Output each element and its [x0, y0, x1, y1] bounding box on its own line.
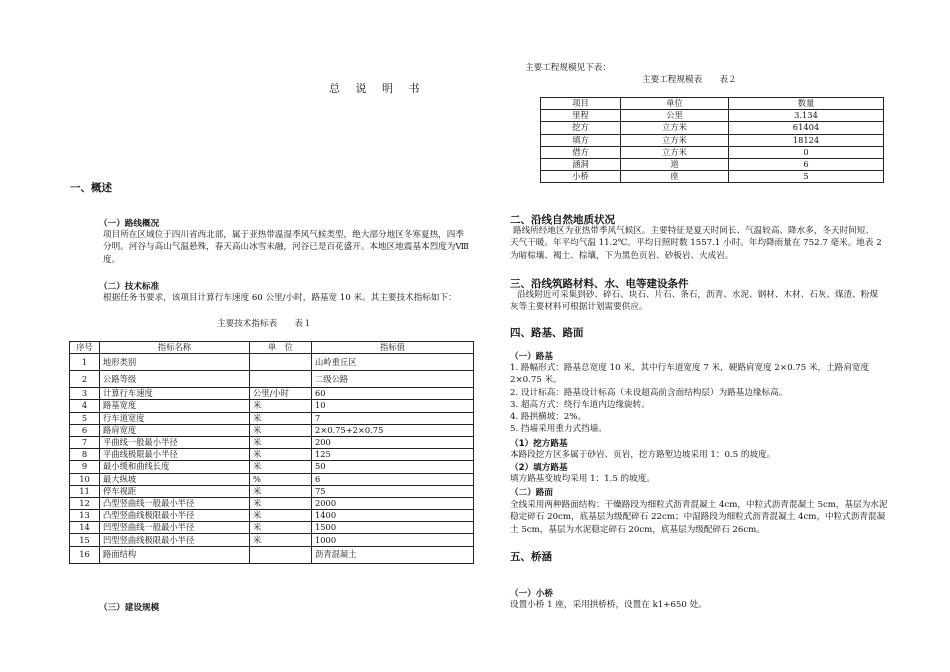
- subsection-heading-standards: （二）技术标准: [99, 282, 160, 292]
- table2-cell: 里程: [541, 110, 621, 122]
- table2-caption: 主要工程规模表 表２: [642, 75, 737, 85]
- table-row: [70, 497, 474, 509]
- table1-cell: 50: [312, 461, 474, 473]
- table1-cell: 14: [70, 522, 100, 534]
- materials-text: 沿线附近可采集到砂、碎石、块石、片石、条石，沥青、水泥、钢材、木材、石灰、煤渣、粉煤灰等主要材料可根据计划需要供应。: [510, 290, 878, 313]
- table-row: [541, 171, 884, 183]
- subsection-heading-route: （一）路线概况: [99, 219, 160, 229]
- table1-cell: 计算行车速度: [100, 388, 250, 400]
- pavement-text: 全线采用两种路面结构：干燥路段为细粒式沥青混凝土 4cm，中粒式沥青混凝土 5cm，基层为水泥稳定碎石 20cm，底基层为级配碎石 22cm；中湿路段为细粒式沥青混凝土 4cm，中粒式沥青混凝土 5cm，基层为水泥稳定碎石 20cm，底基层为级配碎石 26cm。: [510, 500, 888, 535]
- table-row: [541, 158, 884, 170]
- table1-cell: 13: [70, 510, 100, 522]
- table1-cell: 75: [312, 485, 474, 497]
- table1-cell: 9: [70, 461, 100, 473]
- table1-cell: 最大纵坡: [100, 473, 250, 485]
- section-heading-geology: 二、沿线自然地质状况: [510, 214, 615, 226]
- table1-cell: 二级公路: [312, 371, 474, 388]
- table2-header-cell: 单位: [621, 98, 729, 110]
- table1-caption: 主要技术指标表 表１: [217, 319, 312, 329]
- subgrade-list: [510, 362, 888, 436]
- page-title: 总 说 明 书: [329, 82, 426, 95]
- table2-cell: 立方米: [621, 134, 729, 146]
- table-row: [70, 461, 474, 473]
- table2-cell: 道: [621, 158, 729, 170]
- table1-header-cell: 指标名称: [100, 342, 250, 354]
- table1-header-cell: 序号: [70, 342, 100, 354]
- table2-cell: 立方米: [621, 146, 729, 158]
- table2-cell: 5: [729, 171, 884, 183]
- table-row: [541, 122, 884, 134]
- subsection-heading-cut-subgrade: （1）挖方路基: [510, 439, 568, 449]
- table1-cell: 11: [70, 485, 100, 497]
- table1-cell: 6: [312, 473, 474, 485]
- table2-cell: 公里: [621, 110, 729, 122]
- table1-cell: 3: [70, 388, 100, 400]
- table-row: [541, 110, 884, 122]
- table1-cell: 路肩宽度: [100, 424, 250, 436]
- table-row: [70, 546, 474, 563]
- table-row: [70, 449, 474, 461]
- table1-cell: 平曲线一般最小半径: [100, 436, 250, 448]
- table-row: [541, 134, 884, 146]
- cut-subgrade-text: 本路段挖方区多属于砂岩、页岩，挖方路堑边坡采用 1：0.5 的坡度。: [510, 450, 776, 460]
- table-row: [541, 146, 884, 158]
- table1-cell: 米: [250, 522, 312, 534]
- table2-cell: 0: [729, 146, 884, 158]
- table-row: [70, 388, 474, 400]
- table-row: [70, 354, 474, 371]
- subsection-heading-subgrade: （一）路基: [510, 352, 553, 362]
- section-heading-materials: 三、沿线筑路材料、水、电等建设条件: [510, 278, 689, 290]
- table2-cell: 61404: [729, 122, 884, 134]
- table1-cell: 凹型竖曲线极限最小半径: [100, 534, 250, 546]
- table1-cell: 山岭重丘区: [312, 354, 474, 371]
- table1-cell: 7: [70, 436, 100, 448]
- section-heading-overview: 一、概述: [70, 182, 112, 194]
- table1-cell: 平曲线极限最小半径: [100, 449, 250, 461]
- table-row: [70, 436, 474, 448]
- geology-text: 路线所经地区为亚热带季风气候区。主要特征是夏天时间长、气温较高、降水多，冬天时间短、 天气干暖。年平均气温 11.2℃。平均日照时数 1557.1 小时。年均降雨量在 752.7 毫米。地表 2 为暗棕壤、褐土、棕壤，下为黑色页岩、砂板岩、火成岩。: [510, 226, 882, 261]
- table-row: [70, 485, 474, 497]
- table1-cell: 16: [70, 546, 100, 563]
- table1-cell: 1000: [312, 534, 474, 546]
- table1-cell: 2×0.75+2×0.75: [312, 424, 474, 436]
- table1-cell: 沥青混凝土: [312, 546, 474, 563]
- list-item: 4. 路拱横坡：2%。: [510, 412, 587, 423]
- table-row: [70, 412, 474, 424]
- table1-cell: 路基宽度: [100, 400, 250, 412]
- table1-cell: 2: [70, 371, 100, 388]
- table1-cell: 米: [250, 461, 312, 473]
- fill-subgrade-text: 填方路基变坡均采用 1：1.5 的坡度。: [510, 474, 655, 484]
- list-item: 5. 挡墙采用重力式挡墙。: [510, 424, 607, 435]
- table2-cell: 填方: [541, 134, 621, 146]
- table2-cell: 座: [621, 171, 729, 183]
- table2-cell: 涵洞: [541, 158, 621, 170]
- table2-cell: 借方: [541, 146, 621, 158]
- table1-cell: 4: [70, 400, 100, 412]
- table-row: [70, 424, 474, 436]
- standards-text: 根据任务书要求，该项目计算行车速度 60 公里/小时，路基宽 10 米。其主要技术指标如下：: [103, 293, 457, 303]
- table2-cell: 立方米: [621, 122, 729, 134]
- table1-cell: 5: [70, 412, 100, 424]
- scale-intro-text: 主要工程规模见下表：: [525, 63, 611, 73]
- table1-cell: [250, 546, 312, 563]
- table1-cell: 1: [70, 354, 100, 371]
- table1-cell: [250, 354, 312, 371]
- table1-cell: 米: [250, 510, 312, 522]
- table1-cell: 路面结构: [100, 546, 250, 563]
- subsection-heading-fill-subgrade: （2）填方路基: [510, 463, 568, 473]
- table1-cell: 7: [312, 412, 474, 424]
- table1-cell: 15: [70, 534, 100, 546]
- table1-cell: %: [250, 473, 312, 485]
- list-item: 2. 设计标高：路基设计标高（未设超高前含面结构层）为路基边缘标高。: [510, 387, 788, 398]
- table1-cell: 凸型竖曲线一般最小半径: [100, 497, 250, 509]
- table1-cell: 最小缓和曲线长度: [100, 461, 250, 473]
- table1-cell: 米: [250, 449, 312, 461]
- table1-cell: 凹型竖曲线一般最小半径: [100, 522, 250, 534]
- table-header-row: [541, 98, 884, 110]
- table1-cell: 米: [250, 400, 312, 412]
- table1-cell: 6: [70, 424, 100, 436]
- table1-cell: 米: [250, 497, 312, 509]
- table1-cell: 米: [250, 412, 312, 424]
- table2-cell: 小桥: [541, 171, 621, 183]
- subsection-heading-pavement: （二）路面: [510, 488, 553, 498]
- table1-cell: 米: [250, 485, 312, 497]
- list-item: 1. 路幅形式：路基总宽度 10 米，其中行车道宽度 7 米，硬路肩宽度 2×0.75 米，土路肩宽度 2×0.75 米。: [510, 363, 870, 386]
- table-row: [70, 510, 474, 522]
- small-bridge-text: 设置小桥 1 座，采用拱桥桥，设置在 k1+650 处。: [510, 600, 707, 610]
- technical-standards-table: [69, 341, 474, 564]
- table1-cell: 1400: [312, 510, 474, 522]
- table2-cell: 挖方: [541, 122, 621, 134]
- table1-cell: 60: [312, 388, 474, 400]
- section-heading-bridges: 五、桥涵: [510, 551, 552, 563]
- subsection-heading-small-bridge: （一）小桥: [510, 589, 553, 599]
- subsection-heading-scale: （三）建设规模: [99, 603, 160, 613]
- table2-cell: 18124: [729, 134, 884, 146]
- project-scale-table: [540, 97, 884, 183]
- table-row: [70, 522, 474, 534]
- table1-cell: 公路等级: [100, 371, 250, 388]
- table1-cell: 125: [312, 449, 474, 461]
- list-item: 3. 超高方式：绕行车道内边缘旋转。: [510, 399, 650, 410]
- table1-cell: 1500: [312, 522, 474, 534]
- table1-header-cell: 指标值: [312, 342, 474, 354]
- table-row: [70, 371, 474, 388]
- table2-header-cell: 项目: [541, 98, 621, 110]
- table1-cell: 12: [70, 497, 100, 509]
- table1-cell: 凸型竖曲线极限最小半径: [100, 510, 250, 522]
- table1-cell: 8: [70, 449, 100, 461]
- route-overview-text: 项目所在区域位于四川省西北部，属于亚热带温湿季风气候类型，绝大部分地区冬寒夏热，四季分明。河谷与高山气温悬殊，春天高山冰雪未融，河谷已是百花盛开。本地区地震基本烈度为Ⅷ度。: [103, 230, 469, 265]
- table-row: [70, 400, 474, 412]
- table1-cell: 米: [250, 534, 312, 546]
- table2-cell: 6: [729, 158, 884, 170]
- table1-cell: 2000: [312, 497, 474, 509]
- table1-cell: 公里/小时: [250, 388, 312, 400]
- table1-cell: [250, 371, 312, 388]
- table1-cell: 停车视距: [100, 485, 250, 497]
- table1-cell: 地形类别: [100, 354, 250, 371]
- table1-cell: 米: [250, 424, 312, 436]
- table-row: [70, 473, 474, 485]
- table-header-row: [70, 342, 474, 354]
- table1-header-cell: 单 位: [250, 342, 312, 354]
- table1-cell: 行车道宽度: [100, 412, 250, 424]
- table-row: [70, 534, 474, 546]
- section-heading-subgrade-pavement: 四、路基、路面: [510, 327, 584, 339]
- table2-header-cell: 数量: [729, 98, 884, 110]
- table1-cell: 10: [70, 473, 100, 485]
- table1-cell: 米: [250, 436, 312, 448]
- table1-cell: 10: [312, 400, 474, 412]
- table1-cell: 200: [312, 436, 474, 448]
- table2-cell: 3.134: [729, 110, 884, 122]
